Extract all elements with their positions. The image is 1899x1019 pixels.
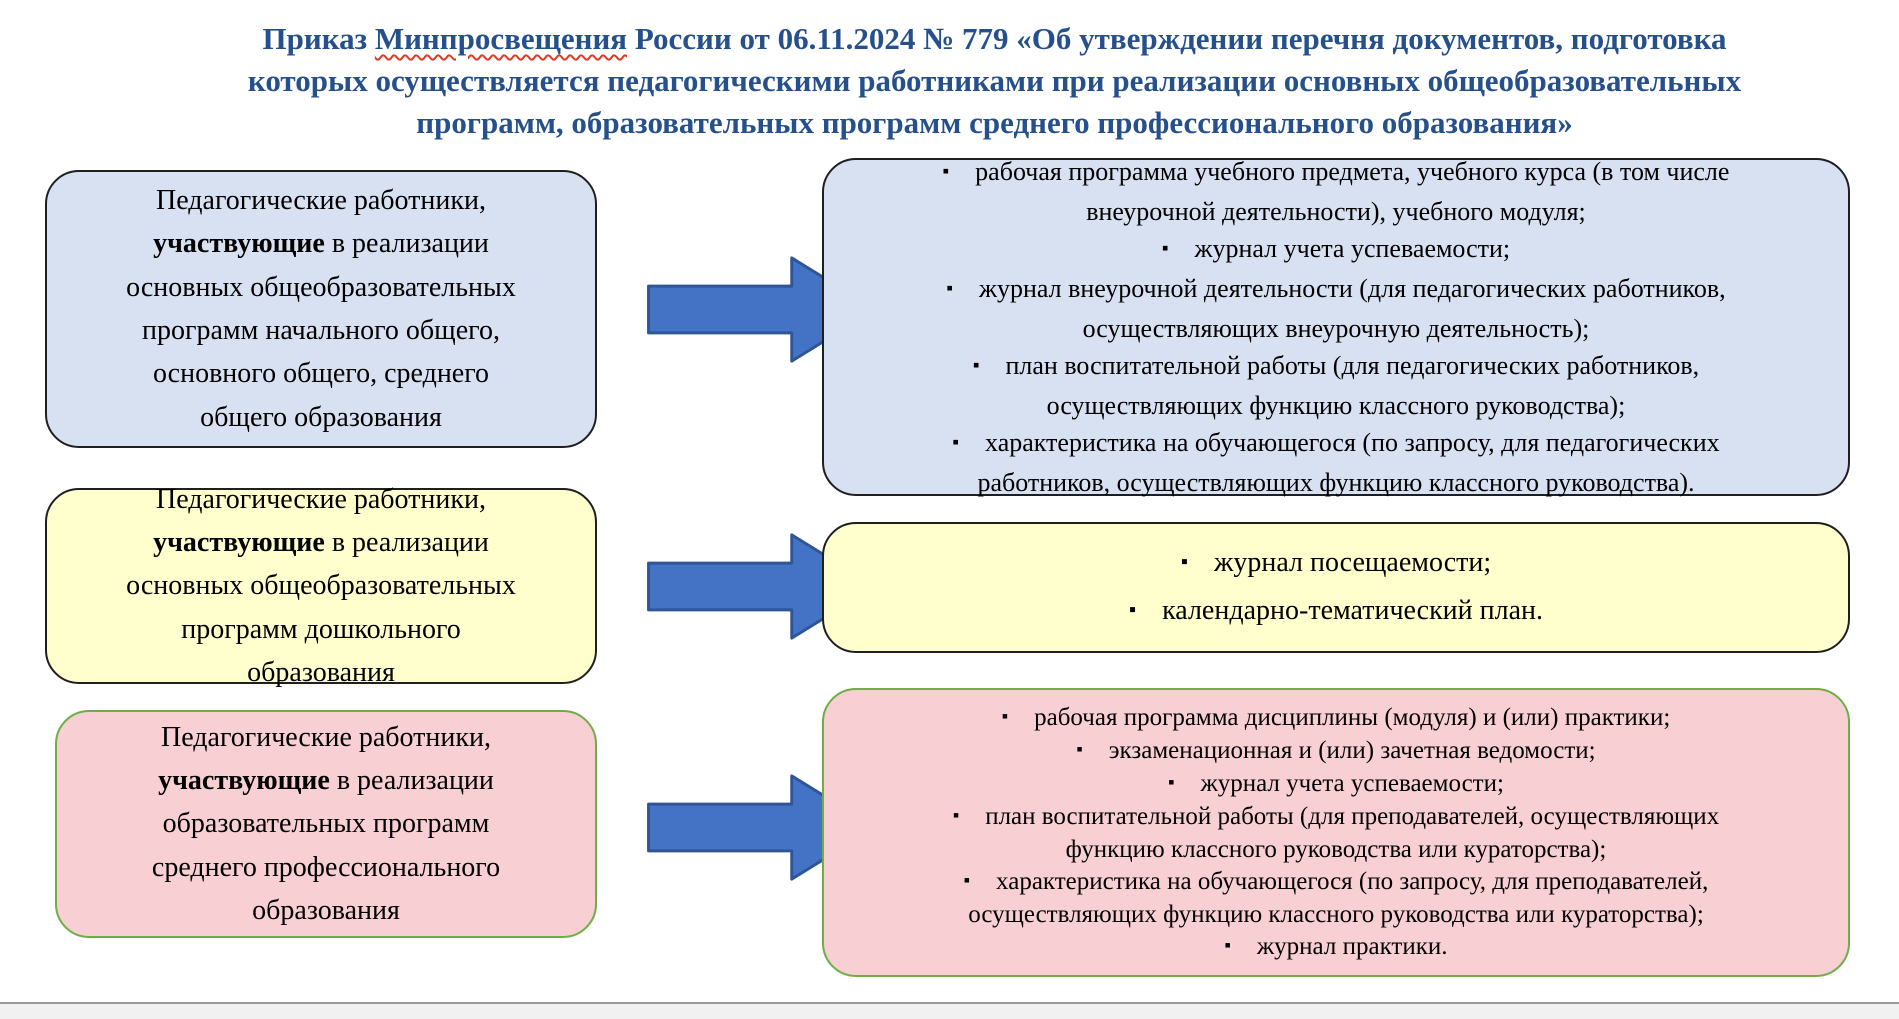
document-list-line	[943, 153, 1730, 193]
title-line	[110, 102, 1879, 144]
text-segment: среднего профессионального	[151, 851, 501, 883]
audience-text-line	[158, 759, 494, 802]
audience-text-line	[153, 222, 489, 265]
square-bullet-icon: ▪	[952, 804, 960, 825]
audience-text-line	[181, 608, 460, 651]
document-list-line	[973, 347, 1699, 387]
text-segment: журнал учета успеваемости;	[1200, 769, 1504, 797]
document-list-line	[1225, 931, 1448, 964]
audience-text-line	[126, 564, 516, 607]
square-bullet-icon: ▪	[942, 161, 950, 182]
documents-box-vocational-education	[822, 688, 1850, 977]
square-bullet-icon: ▪	[1161, 238, 1169, 259]
text-segment: Педагогические работники,	[156, 184, 486, 216]
audience-text-line	[247, 651, 395, 694]
text-segment: характеристика на обучающегося (по запросу, для преподавателей,	[996, 867, 1709, 895]
text-segment: осуществляющих функцию классного руководства или кураторства);	[968, 900, 1704, 928]
text-segment: участвующие	[158, 764, 330, 796]
audience-text-line	[163, 802, 490, 845]
document-list-line	[1168, 768, 1504, 801]
document-list-line	[968, 899, 1704, 931]
audience-text-line	[142, 309, 500, 352]
text-segment: экзаменационная и (или) зачетная ведомости;	[1108, 736, 1596, 764]
text-segment: календарно-тематический план.	[1162, 594, 1544, 626]
slide-title	[110, 18, 1879, 144]
text-segment: журнал учета успеваемости;	[1194, 234, 1511, 263]
text-segment: образовательных программ	[162, 808, 490, 840]
square-bullet-icon: ▪	[946, 278, 953, 299]
text-segment: Педагогические работники,	[156, 483, 486, 515]
text-segment: журнал посещаемости;	[1214, 546, 1492, 578]
square-bullet-icon: ▪	[1168, 771, 1175, 792]
square-bullet-icon: ▪	[1180, 550, 1189, 573]
audience-text-line	[152, 846, 500, 889]
audience-text-line	[161, 716, 491, 759]
square-bullet-icon: ▪	[1076, 738, 1083, 759]
document-list-line	[977, 464, 1694, 501]
text-segment: образования	[252, 895, 400, 927]
text-segment: рабочая программа учебного предмета, учебного курса (в том числе	[975, 157, 1730, 186]
text-segment: Минпросвещения	[374, 21, 628, 56]
document-list-line	[946, 270, 1725, 310]
text-segment: программ, образовательных программ среднего профессионального образования»	[416, 105, 1573, 140]
audience-text-line	[252, 889, 400, 932]
audience-box-preschool-education	[45, 483, 597, 689]
text-segment: программ дошкольного	[181, 613, 461, 645]
square-bullet-icon: ▪	[963, 869, 971, 890]
document-list-line	[952, 424, 1719, 464]
text-segment: работников, осуществляющих функцию классного руководства).	[977, 468, 1695, 497]
documents-box-general-education	[822, 158, 1850, 496]
text-segment: внеурочной деятельности), учебного модуля;	[1086, 197, 1586, 226]
horizontal-scrollbar-track[interactable]	[0, 1002, 1899, 1019]
square-bullet-icon: ▪	[952, 432, 960, 453]
audience-text-line	[153, 521, 489, 564]
text-segment: осуществляющих функцию классного руководства);	[1046, 391, 1626, 420]
document-list-line	[1086, 193, 1586, 230]
text-segment: характеристика на обучающегося (по запросу, для педагогических	[985, 428, 1720, 457]
text-segment: которых осуществляется педагогическими работниками при реализации основных общеобразовательных	[247, 63, 1742, 98]
audience-text-line	[153, 352, 489, 395]
text-segment: рабочая программа дисциплины (модуля) и (или) практики;	[1034, 703, 1671, 731]
text-segment: общего образования	[200, 401, 442, 433]
documents-box-preschool-education	[822, 522, 1850, 653]
square-bullet-icon: ▪	[1224, 934, 1231, 955]
text-segment: функцию классного руководства или кураторства);	[1065, 835, 1607, 863]
document-list-line	[1083, 310, 1590, 347]
square-bullet-icon: ▪	[1128, 598, 1137, 621]
document-list-line	[1129, 588, 1543, 636]
audience-box-general-education	[45, 170, 597, 448]
document-list-line	[1066, 834, 1607, 866]
text-segment: образования	[247, 657, 395, 689]
text-segment: основных общеобразовательных	[126, 570, 516, 602]
text-segment: Приказ	[262, 21, 375, 56]
text-segment: Педагогические работники,	[161, 721, 491, 753]
document-list-line	[1076, 735, 1595, 768]
audience-text-line	[200, 396, 442, 439]
text-segment: план воспитательной работы (для преподавателей, осуществляющих	[985, 802, 1720, 830]
square-bullet-icon: ▪	[972, 355, 980, 376]
document-list-line	[964, 866, 1709, 899]
document-list-line	[1162, 230, 1510, 270]
document-list-line	[1047, 387, 1626, 424]
text-segment: в реализации	[329, 764, 494, 796]
audience-box-vocational-education	[55, 710, 597, 938]
text-segment: журнал практики.	[1256, 932, 1448, 960]
audience-text-line	[156, 478, 486, 521]
text-segment: основных общеобразовательных	[126, 271, 516, 303]
title-line	[110, 60, 1879, 102]
text-segment: участвующие	[153, 228, 325, 260]
text-segment: программ начального общего,	[142, 315, 500, 346]
text-segment: в реализации	[324, 526, 489, 558]
audience-text-line	[126, 266, 516, 309]
document-list-line	[1002, 702, 1671, 735]
text-segment: осуществляющих внеурочную деятельность);	[1082, 314, 1590, 343]
text-segment: в реализации	[324, 228, 489, 260]
text-segment: России от 06.11.2024 № 779 «Об утверждении перечня документов, подготовка	[627, 21, 1727, 56]
audience-text-line	[156, 179, 486, 222]
document-list-line	[953, 801, 1719, 834]
text-segment: план воспитательной работы (для педагогических работников,	[1005, 351, 1700, 380]
title-line	[110, 18, 1879, 60]
square-bullet-icon: ▪	[1001, 705, 1009, 726]
document-list-line	[1181, 540, 1491, 588]
text-segment: участвующие	[153, 526, 325, 558]
text-segment: основного общего, среднего	[152, 358, 490, 390]
text-segment: журнал внеурочной деятельности (для педагогических работников,	[979, 274, 1726, 303]
